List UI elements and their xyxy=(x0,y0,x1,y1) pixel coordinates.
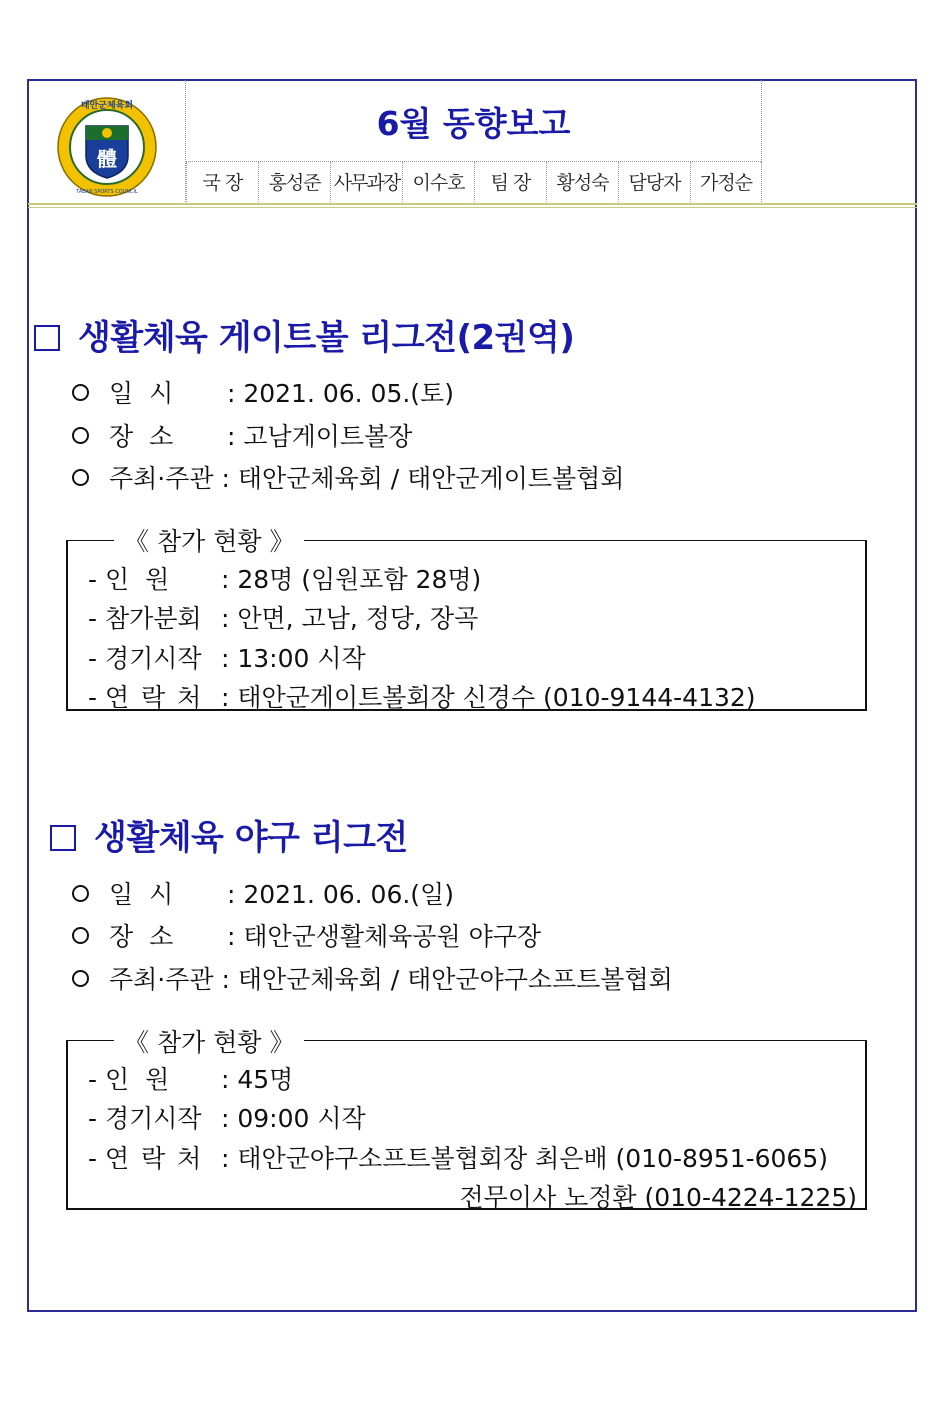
council-logo xyxy=(56,96,158,198)
approval-cell: 홍성준 xyxy=(258,162,330,204)
info-item: 주최·주관 : 태안군체육회 / 태안군게이트볼협회 xyxy=(72,459,624,495)
participation-line: - 연 락 처 : 태안군야구소프트볼협회장 최은배 (010-8951-6065) xyxy=(88,1144,829,1173)
participation-box-title: 《 참가 현황 》 xyxy=(114,1023,304,1059)
circle-bullet-icon xyxy=(72,384,89,401)
circle-bullet-icon xyxy=(72,469,89,486)
checkbox-square-icon xyxy=(50,825,76,851)
circle-bullet-icon xyxy=(72,427,89,444)
circle-bullet-icon xyxy=(72,885,89,902)
participation-line: - 경기시작 : 09:00 시작 xyxy=(88,1104,366,1133)
approval-cell: 담당자 xyxy=(618,162,690,204)
section-title: 생활체육 게이트볼 리그전(2권역) xyxy=(34,310,574,359)
info-item: 장 소 : 고남게이트볼장 xyxy=(72,417,412,453)
info-item: 일 시 : 2021. 06. 06.(일) xyxy=(72,875,454,911)
info-item: 일 시 : 2021. 06. 05.(토) xyxy=(72,374,454,410)
participation-line: - 경기시작 : 13:00 시작 xyxy=(88,644,366,673)
participation-line: - 인 원 : 28명 (임원포함 28명) xyxy=(88,565,482,594)
info-item: 주최·주관 : 태안군체육회 / 태안군야구소프트볼협회 xyxy=(72,960,673,996)
participation-line: 전무이사 노정환 (010-4224-1225) xyxy=(459,1183,857,1212)
info-item: 장 소 : 태안군생활체육공원 야구장 xyxy=(72,917,541,953)
approval-cell: 황성숙 xyxy=(546,162,618,204)
participation-line: - 인 원 : 45명 xyxy=(88,1065,294,1094)
approval-cell: 팀 장 xyxy=(474,162,546,204)
approval-table xyxy=(186,162,762,204)
svg-text:體: 體 xyxy=(97,147,117,171)
approval-cell: 사무과장 xyxy=(330,162,402,204)
section-title: 생활체육 야구 리그전 xyxy=(50,810,408,859)
approval-cell: 가정순 xyxy=(690,162,762,204)
circle-bullet-icon xyxy=(72,970,89,987)
page-title: 6월 동향보고 xyxy=(376,104,571,143)
svg-text:태안군체육회: 태안군체육회 xyxy=(80,101,134,111)
svg-text:TAEAN SPORTS COUNCIL: TAEAN SPORTS COUNCIL xyxy=(76,189,138,195)
header-rule xyxy=(28,203,917,205)
circle-bullet-icon xyxy=(72,927,89,944)
header-rule xyxy=(28,207,917,208)
participation-line: - 연 락 처 : 태안군게이트볼회장 신경수 (010-9144-4132) xyxy=(88,683,756,712)
approval-cell: 국 장 xyxy=(186,162,258,204)
participation-line: - 참가분회 : 안면, 고남, 정당, 장곡 xyxy=(88,604,479,633)
approval-cell: 이수호 xyxy=(402,162,474,204)
participation-box-title: 《 참가 현황 》 xyxy=(114,522,304,558)
checkbox-square-icon xyxy=(34,325,60,351)
